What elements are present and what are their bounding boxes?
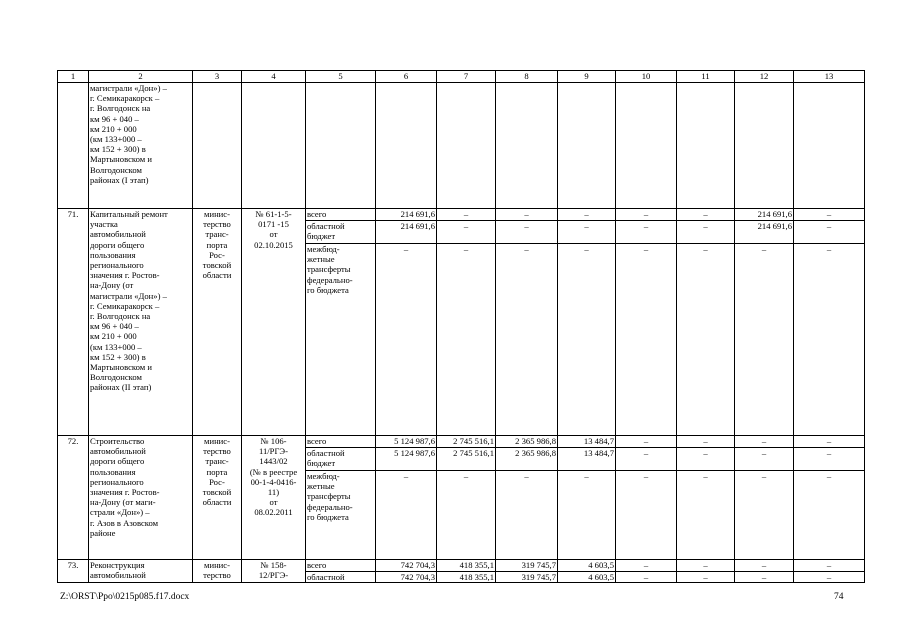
value-cell: – xyxy=(496,244,558,436)
table-cell xyxy=(242,83,306,209)
column-header: 7 xyxy=(437,71,496,83)
value-cell: – xyxy=(376,471,437,560)
column-header: 2 xyxy=(89,71,193,83)
value-cell: – xyxy=(735,471,794,560)
value-cell: – xyxy=(616,572,677,583)
funding-source: межбюд- жетные трансферты федерально- го бюджета xyxy=(306,244,376,436)
value-cell: 5 124 987,6 xyxy=(376,436,437,448)
item-name: магистрали «Дон») – г. Семикаракорск – г. Волгодонск на км 96 + 040 – км 210 + 000 (км 133+000 – км 152 + 300) в Мартыновском и Волгодонском районах (I этап) xyxy=(89,83,193,209)
column-header: 5 xyxy=(306,71,376,83)
column-header: 9 xyxy=(558,71,616,83)
value-cell: 2 745 516,1 xyxy=(437,448,496,471)
value-cell: – xyxy=(677,471,735,560)
value-cell: – xyxy=(558,221,616,244)
item-number: 71. xyxy=(58,209,89,436)
value-cell: 742 704,3 xyxy=(376,572,437,583)
value-cell: – xyxy=(677,448,735,471)
column-header: 3 xyxy=(193,71,242,83)
table-row xyxy=(58,83,865,209)
value-cell: – xyxy=(616,209,677,221)
column-header: 4 xyxy=(242,71,306,83)
value-cell: – xyxy=(794,244,865,436)
column-header: 11 xyxy=(677,71,735,83)
value-cell: 742 704,3 xyxy=(376,560,437,572)
value-cell: – xyxy=(677,436,735,448)
value-cell: 418 355,1 xyxy=(437,572,496,583)
value-cell: 5 124 987,6 xyxy=(376,448,437,471)
value-cell: 2 365 986,8 xyxy=(496,448,558,471)
column-header: 10 xyxy=(616,71,677,83)
value-cell: – xyxy=(558,244,616,436)
value-cell: 2 365 986,8 xyxy=(496,436,558,448)
value-cell: 319 745,7 xyxy=(496,560,558,572)
column-header: 8 xyxy=(496,71,558,83)
item-document: № 61-1-5- 0171 -15 от 02.10.2015 xyxy=(242,209,306,436)
value-cell: – xyxy=(558,471,616,560)
value-cell: – xyxy=(677,221,735,244)
value-cell: – xyxy=(677,244,735,436)
value-cell: 214 691,6 xyxy=(376,209,437,221)
table-row xyxy=(58,560,865,572)
table-cell xyxy=(496,83,558,209)
value-cell: 4 603,5 xyxy=(558,560,616,572)
document-path: Z:\ORST\Ppo\0215p085.f17.docx xyxy=(60,592,190,602)
value-cell: 319 745,7 xyxy=(496,572,558,583)
item-customer: минис- терство транс- порта Рос- товской области xyxy=(193,209,242,436)
value-cell: – xyxy=(794,560,865,572)
column-header: 6 xyxy=(376,71,437,83)
item-name: Строительство автомобильной дороги общего пользования регионального значения г. Ростов- на-Дону (от маги- страли «Дон») – г. Азов в Азовском районе xyxy=(89,436,193,560)
funding-source: областной xyxy=(306,572,376,583)
column-header: 13 xyxy=(794,71,865,83)
item-name: Реконструкция автомобильной xyxy=(89,560,193,583)
budget-table xyxy=(57,70,865,583)
value-cell: – xyxy=(616,471,677,560)
value-cell: – xyxy=(437,244,496,436)
page-number: 74 xyxy=(834,592,844,602)
value-cell: 418 355,1 xyxy=(437,560,496,572)
value-cell: – xyxy=(794,436,865,448)
value-cell: – xyxy=(616,221,677,244)
column-header: 1 xyxy=(58,71,89,83)
value-cell: – xyxy=(376,244,437,436)
table-cell xyxy=(193,83,242,209)
table-cell xyxy=(616,83,677,209)
value-cell: – xyxy=(794,572,865,583)
table-cell xyxy=(306,83,376,209)
value-cell: 13 484,7 xyxy=(558,448,616,471)
funding-source: всего xyxy=(306,209,376,221)
value-cell: – xyxy=(735,560,794,572)
value-cell: – xyxy=(794,471,865,560)
value-cell: – xyxy=(437,209,496,221)
value-cell: 214 691,6 xyxy=(376,221,437,244)
value-cell: 214 691,6 xyxy=(735,209,794,221)
table-cell xyxy=(677,83,735,209)
value-cell: – xyxy=(496,221,558,244)
table-row xyxy=(58,209,865,221)
item-customer: минис- терство xyxy=(193,560,242,583)
value-cell: – xyxy=(616,436,677,448)
column-header: 12 xyxy=(735,71,794,83)
value-cell: – xyxy=(735,436,794,448)
value-cell: – xyxy=(735,572,794,583)
value-cell: – xyxy=(794,221,865,244)
value-cell: – xyxy=(677,560,735,572)
table-cell xyxy=(558,83,616,209)
value-cell: 4 603,5 xyxy=(558,572,616,583)
item-number: 73. xyxy=(58,560,89,583)
item-customer: минис- терство транс- порта Рос- товской области xyxy=(193,436,242,560)
table-cell xyxy=(735,83,794,209)
funding-source: всего xyxy=(306,560,376,572)
table-cell xyxy=(794,83,865,209)
table-cell xyxy=(58,83,89,209)
table-cell xyxy=(437,83,496,209)
value-cell: – xyxy=(437,471,496,560)
item-name: Капитальный ремонт участка автомобильной дороги общего пользования регионального значения г. Ростов- на-Дону (от магистрали «Дон») – г. Семикаракорск – г. Волгодонск на км 96 + 040 – км 210 + 000 (км 133+000 – км 152 + 300) в Мартыновском и Волгодонском районах (II этап) xyxy=(89,209,193,436)
funding-source: межбюд- жетные трансферты федерально- го бюджета xyxy=(306,471,376,560)
value-cell: – xyxy=(735,448,794,471)
item-number: 72. xyxy=(58,436,89,560)
item-document: № 106- 11/РГЭ- 1443/02 (№ в реестре 00-1-4-0416- 11) от 08.02.2011 xyxy=(242,436,306,560)
funding-source: областной бюджет xyxy=(306,448,376,471)
value-cell: – xyxy=(794,448,865,471)
value-cell: – xyxy=(496,471,558,560)
value-cell: – xyxy=(677,572,735,583)
value-cell: 2 745 516,1 xyxy=(437,436,496,448)
header-row xyxy=(58,71,865,83)
value-cell: – xyxy=(496,209,558,221)
table-row xyxy=(58,436,865,448)
value-cell: 13 484,7 xyxy=(558,436,616,448)
item-document: № 158- 12/РГЭ- xyxy=(242,560,306,583)
value-cell: 214 691,6 xyxy=(735,221,794,244)
funding-source: областной бюджет xyxy=(306,221,376,244)
value-cell: – xyxy=(616,244,677,436)
value-cell: – xyxy=(677,209,735,221)
value-cell: – xyxy=(616,448,677,471)
value-cell: – xyxy=(735,244,794,436)
value-cell: – xyxy=(794,209,865,221)
value-cell: – xyxy=(558,209,616,221)
value-cell: – xyxy=(616,560,677,572)
value-cell: – xyxy=(437,221,496,244)
table-cell xyxy=(376,83,437,209)
funding-source: всего xyxy=(306,436,376,448)
